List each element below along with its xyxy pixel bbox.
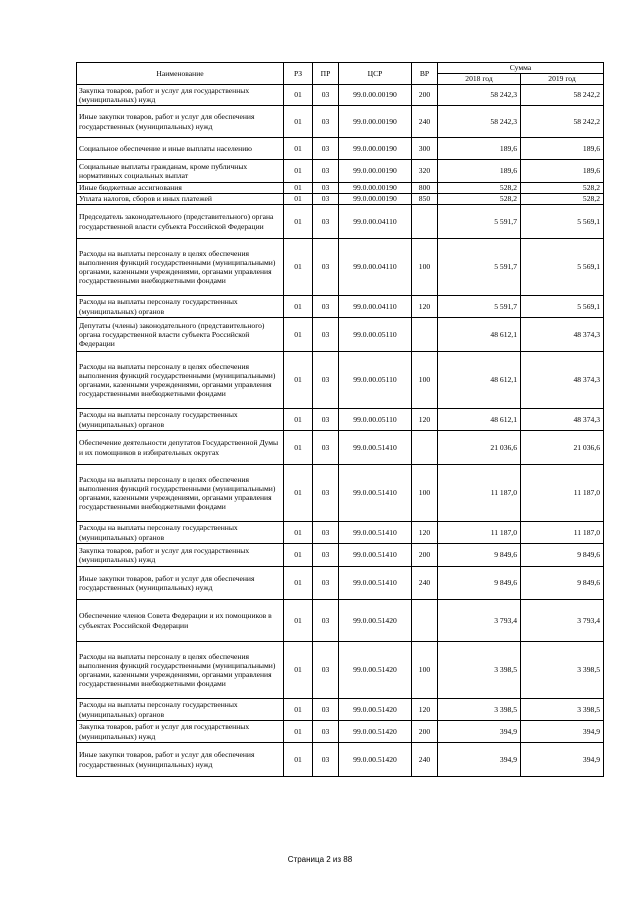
row-vr: 800 bbox=[412, 183, 438, 194]
table-row bbox=[77, 194, 604, 205]
row-sum-2018: 58 242,3 bbox=[438, 106, 521, 138]
budget-table bbox=[76, 62, 604, 777]
table-row bbox=[77, 352, 604, 409]
row-sum-2018: 9 849,6 bbox=[438, 567, 521, 600]
row-vr: 240 bbox=[412, 743, 438, 777]
row-rz: 01 bbox=[284, 239, 313, 296]
row-rz: 01 bbox=[284, 106, 313, 138]
table-row bbox=[77, 522, 604, 544]
row-sum-2019: 48 374,3 bbox=[521, 409, 604, 431]
row-vr: 240 bbox=[412, 106, 438, 138]
row-sum-2019: 48 374,3 bbox=[521, 318, 604, 352]
row-rz: 01 bbox=[284, 567, 313, 600]
header-year-2018: 2018 год bbox=[438, 74, 521, 85]
row-sum-2019: 5 569,1 bbox=[521, 205, 604, 239]
row-csr: 99.0.00.51410 bbox=[339, 567, 412, 600]
row-vr: 120 bbox=[412, 699, 438, 721]
row-rz: 01 bbox=[284, 409, 313, 431]
row-name: Расходы на выплаты персоналу государственных (муниципальных) органов bbox=[77, 699, 284, 721]
row-name: Закупка товаров, работ и услуг для государственных (муниципальных) нужд bbox=[77, 721, 284, 743]
row-name: Социальное обеспечение и иные выплаты населению bbox=[77, 138, 284, 160]
row-csr: 99.0.00.05110 bbox=[339, 409, 412, 431]
row-sum-2018: 528,2 bbox=[438, 194, 521, 205]
table-header bbox=[77, 63, 604, 85]
row-sum-2019: 58 242,2 bbox=[521, 106, 604, 138]
row-csr: 99.0.00.00190 bbox=[339, 138, 412, 160]
row-rz: 01 bbox=[284, 465, 313, 522]
row-rz: 01 bbox=[284, 522, 313, 544]
row-name: Депутаты (члены) законодательного (представительного) органа государственной власти субъекта Российской Федерации bbox=[77, 318, 284, 352]
table-row bbox=[77, 642, 604, 699]
row-sum-2018: 48 612,1 bbox=[438, 318, 521, 352]
row-sum-2019: 21 036,6 bbox=[521, 431, 604, 465]
row-sum-2018: 5 591,7 bbox=[438, 205, 521, 239]
row-vr: 240 bbox=[412, 567, 438, 600]
row-csr: 99.0.00.00190 bbox=[339, 106, 412, 138]
row-sum-2019: 9 849,6 bbox=[521, 567, 604, 600]
table-row bbox=[77, 431, 604, 465]
table-row bbox=[77, 721, 604, 743]
row-name: Иные закупки товаров, работ и услуг для обеспечения государственных (муниципальных) нужд bbox=[77, 743, 284, 777]
row-pr: 03 bbox=[313, 522, 339, 544]
row-vr bbox=[412, 205, 438, 239]
row-pr: 03 bbox=[313, 567, 339, 600]
row-rz: 01 bbox=[284, 743, 313, 777]
row-sum-2018: 189,6 bbox=[438, 138, 521, 160]
header-rz: РЗ bbox=[284, 63, 313, 85]
table-row bbox=[77, 318, 604, 352]
row-pr: 03 bbox=[313, 642, 339, 699]
table-row bbox=[77, 409, 604, 431]
row-sum-2019: 58 242,2 bbox=[521, 85, 604, 106]
row-rz: 01 bbox=[284, 600, 313, 642]
row-sum-2018: 9 849,6 bbox=[438, 544, 521, 567]
row-pr: 03 bbox=[313, 352, 339, 409]
page-number: Страница 2 из 88 bbox=[287, 855, 353, 864]
row-rz: 01 bbox=[284, 721, 313, 743]
row-pr: 03 bbox=[313, 205, 339, 239]
row-csr: 99.0.00.00190 bbox=[339, 85, 412, 106]
row-csr: 99.0.00.51420 bbox=[339, 642, 412, 699]
row-rz: 01 bbox=[284, 544, 313, 567]
row-vr bbox=[412, 431, 438, 465]
row-rz: 01 bbox=[284, 318, 313, 352]
row-name: Уплата налогов, сборов и иных платежей bbox=[77, 194, 284, 205]
row-sum-2019: 3 398,5 bbox=[521, 642, 604, 699]
row-csr: 99.0.00.51410 bbox=[339, 544, 412, 567]
row-csr: 99.0.00.04110 bbox=[339, 205, 412, 239]
row-sum-2019: 528,2 bbox=[521, 194, 604, 205]
row-pr: 03 bbox=[313, 431, 339, 465]
row-sum-2018: 3 398,5 bbox=[438, 642, 521, 699]
row-rz: 01 bbox=[284, 699, 313, 721]
header-sum: Сумма bbox=[438, 63, 604, 74]
row-vr: 100 bbox=[412, 239, 438, 296]
row-vr: 120 bbox=[412, 522, 438, 544]
row-sum-2019: 3 793,4 bbox=[521, 600, 604, 642]
row-vr: 320 bbox=[412, 160, 438, 183]
row-rz: 01 bbox=[284, 642, 313, 699]
row-sum-2018: 189,6 bbox=[438, 160, 521, 183]
row-sum-2019: 5 569,1 bbox=[521, 239, 604, 296]
table-row bbox=[77, 743, 604, 777]
row-vr: 100 bbox=[412, 642, 438, 699]
row-sum-2018: 11 187,0 bbox=[438, 465, 521, 522]
row-vr: 100 bbox=[412, 465, 438, 522]
row-vr bbox=[412, 600, 438, 642]
row-csr: 99.0.00.00190 bbox=[339, 194, 412, 205]
row-csr: 99.0.00.51420 bbox=[339, 699, 412, 721]
row-sum-2019: 394,9 bbox=[521, 721, 604, 743]
row-rz: 01 bbox=[284, 138, 313, 160]
header-csr: ЦСР bbox=[339, 63, 412, 85]
row-pr: 03 bbox=[313, 600, 339, 642]
row-name: Расходы на выплаты персоналу государственных (муниципальных) органов bbox=[77, 296, 284, 318]
row-vr: 850 bbox=[412, 194, 438, 205]
table-row bbox=[77, 239, 604, 296]
row-rz: 01 bbox=[284, 85, 313, 106]
header-vr: ВР bbox=[412, 63, 438, 85]
row-sum-2018: 48 612,1 bbox=[438, 409, 521, 431]
row-pr: 03 bbox=[313, 194, 339, 205]
row-rz: 01 bbox=[284, 205, 313, 239]
row-csr: 99.0.00.05110 bbox=[339, 318, 412, 352]
row-pr: 03 bbox=[313, 318, 339, 352]
row-pr: 03 bbox=[313, 160, 339, 183]
row-vr: 200 bbox=[412, 721, 438, 743]
row-name: Социальные выплаты гражданам, кроме публичных нормативных социальных выплат bbox=[77, 160, 284, 183]
row-rz: 01 bbox=[284, 352, 313, 409]
row-sum-2018: 3 793,4 bbox=[438, 600, 521, 642]
table-row bbox=[77, 699, 604, 721]
row-sum-2019: 3 398,5 bbox=[521, 699, 604, 721]
row-name: Расходы на выплаты персоналу в целях обеспечения выполнения функций государственными (муниципальными) органами, казенными учреждениями, органами управления государственными внебюджетными фондами bbox=[77, 642, 284, 699]
table-row bbox=[77, 544, 604, 567]
row-sum-2018: 394,9 bbox=[438, 743, 521, 777]
row-name: Иные бюджетные ассигнования bbox=[77, 183, 284, 194]
row-csr: 99.0.00.51410 bbox=[339, 465, 412, 522]
header-pr: ПР bbox=[313, 63, 339, 85]
row-pr: 03 bbox=[313, 721, 339, 743]
row-sum-2018: 58 242,3 bbox=[438, 85, 521, 106]
row-sum-2018: 5 591,7 bbox=[438, 296, 521, 318]
row-vr bbox=[412, 318, 438, 352]
row-vr: 200 bbox=[412, 85, 438, 106]
row-vr: 120 bbox=[412, 296, 438, 318]
row-name: Расходы на выплаты персоналу в целях обеспечения выполнения функций государственными (муниципальными) органами, казенными учреждениями, органами управления государственными внебюджетными фондами bbox=[77, 352, 284, 409]
row-rz: 01 bbox=[284, 160, 313, 183]
row-rz: 01 bbox=[284, 183, 313, 194]
row-sum-2018: 48 612,1 bbox=[438, 352, 521, 409]
table-row bbox=[77, 567, 604, 600]
table-row bbox=[77, 465, 604, 522]
row-sum-2018: 3 398,5 bbox=[438, 699, 521, 721]
row-rz: 01 bbox=[284, 431, 313, 465]
table-row bbox=[77, 85, 604, 106]
row-name: Закупка товаров, работ и услуг для государственных (муниципальных) нужд bbox=[77, 85, 284, 106]
row-sum-2018: 528,2 bbox=[438, 183, 521, 194]
row-sum-2019: 189,6 bbox=[521, 138, 604, 160]
row-csr: 99.0.00.51410 bbox=[339, 431, 412, 465]
table-row bbox=[77, 183, 604, 194]
row-name: Председатель законодательного (представительного) органа государственной власти субъекта Российской Федерации bbox=[77, 205, 284, 239]
row-vr: 120 bbox=[412, 409, 438, 431]
table-body bbox=[77, 85, 604, 777]
row-csr: 99.0.00.04110 bbox=[339, 239, 412, 296]
row-csr: 99.0.00.00190 bbox=[339, 160, 412, 183]
row-name: Обеспечение членов Совета Федерации и их помощников в субъектах Российской Федерации bbox=[77, 600, 284, 642]
row-csr: 99.0.00.51420 bbox=[339, 743, 412, 777]
row-vr: 100 bbox=[412, 352, 438, 409]
row-pr: 03 bbox=[313, 85, 339, 106]
row-csr: 99.0.00.51410 bbox=[339, 522, 412, 544]
row-sum-2019: 5 569,1 bbox=[521, 296, 604, 318]
row-sum-2019: 189,6 bbox=[521, 160, 604, 183]
row-sum-2019: 11 187,0 bbox=[521, 465, 604, 522]
row-name: Расходы на выплаты персоналу в целях обеспечения выполнения функций государственными (муниципальными) органами, казенными учреждениями, органами управления государственными внебюджетными фондами bbox=[77, 239, 284, 296]
row-name: Расходы на выплаты персоналу в целях обеспечения выполнения функций государственными (муниципальными) органами, казенными учреждениями, органами управления государственными внебюджетными фондами bbox=[77, 465, 284, 522]
row-vr: 300 bbox=[412, 138, 438, 160]
row-pr: 03 bbox=[313, 465, 339, 522]
header-year-2019: 2019 год bbox=[521, 74, 604, 85]
row-pr: 03 bbox=[313, 239, 339, 296]
row-sum-2018: 394,9 bbox=[438, 721, 521, 743]
row-rz: 01 bbox=[284, 296, 313, 318]
row-pr: 03 bbox=[313, 544, 339, 567]
table-row bbox=[77, 106, 604, 138]
row-pr: 03 bbox=[313, 409, 339, 431]
row-name: Расходы на выплаты персоналу государственных (муниципальных) органов bbox=[77, 522, 284, 544]
row-pr: 03 bbox=[313, 138, 339, 160]
row-csr: 99.0.00.05110 bbox=[339, 352, 412, 409]
row-pr: 03 bbox=[313, 106, 339, 138]
table-row bbox=[77, 296, 604, 318]
row-sum-2018: 21 036,6 bbox=[438, 431, 521, 465]
row-vr: 200 bbox=[412, 544, 438, 567]
row-name: Иные закупки товаров, работ и услуг для обеспечения государственных (муниципальных) нужд bbox=[77, 567, 284, 600]
row-pr: 03 bbox=[313, 699, 339, 721]
row-name: Иные закупки товаров, работ и услуг для обеспечения государственных (муниципальных) нужд bbox=[77, 106, 284, 138]
row-name: Обеспечение деятельности депутатов Государственной Думы и их помощников в избирательных округах bbox=[77, 431, 284, 465]
row-sum-2018: 11 187,0 bbox=[438, 522, 521, 544]
row-pr: 03 bbox=[313, 743, 339, 777]
table-row bbox=[77, 600, 604, 642]
row-sum-2019: 528,2 bbox=[521, 183, 604, 194]
table-row bbox=[77, 160, 604, 183]
row-csr: 99.0.00.00190 bbox=[339, 183, 412, 194]
row-csr: 99.0.00.04110 bbox=[339, 296, 412, 318]
row-csr: 99.0.00.51420 bbox=[339, 721, 412, 743]
row-csr: 99.0.00.51420 bbox=[339, 600, 412, 642]
row-rz: 01 bbox=[284, 194, 313, 205]
row-sum-2018: 5 591,7 bbox=[438, 239, 521, 296]
table-row bbox=[77, 205, 604, 239]
row-sum-2019: 9 849,6 bbox=[521, 544, 604, 567]
row-sum-2019: 394,9 bbox=[521, 743, 604, 777]
row-pr: 03 bbox=[313, 183, 339, 194]
row-sum-2019: 48 374,3 bbox=[521, 352, 604, 409]
row-name: Расходы на выплаты персоналу государственных (муниципальных) органов bbox=[77, 409, 284, 431]
table-row bbox=[77, 138, 604, 160]
row-pr: 03 bbox=[313, 296, 339, 318]
row-name: Закупка товаров, работ и услуг для государственных (муниципальных) нужд bbox=[77, 544, 284, 567]
row-sum-2019: 11 187,0 bbox=[521, 522, 604, 544]
header-name: Наименование bbox=[77, 63, 284, 85]
